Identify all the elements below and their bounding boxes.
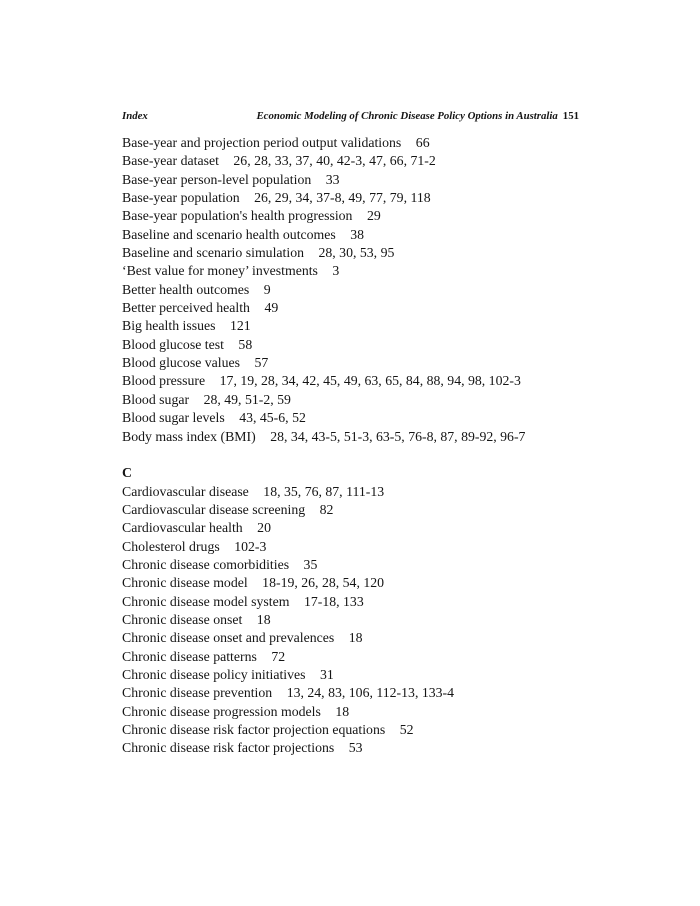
index-entry — [122, 574, 592, 592]
index-entry — [122, 189, 592, 207]
running-head-title-group — [256, 110, 579, 122]
entry-term: Base-year and projection period output validations — [122, 135, 402, 150]
entry-page-numbers: 13, 24, 83, 106, 112-13, 133-4 — [286, 685, 455, 701]
entry-term: Big health issues — [122, 318, 216, 334]
entry-term: Chronic disease policy initiatives — [122, 666, 306, 682]
entry-term: Chronic disease model — [122, 575, 248, 591]
index-entry — [122, 317, 592, 335]
entry-page-numbers: 18 — [256, 611, 271, 627]
index-entry — [122, 556, 592, 574]
entry-page-numbers: 35 — [303, 556, 318, 572]
index-entry — [122, 666, 592, 684]
entry-term: Base-year person-level population — [122, 171, 312, 187]
index-entry-list — [122, 134, 592, 758]
entry-page-numbers: 18 — [348, 630, 363, 646]
page-number: 151 — [562, 110, 579, 122]
entry-page-numbers: 29 — [366, 208, 381, 224]
entry-page-numbers: 121 — [230, 318, 251, 334]
entry-page-numbers: 28, 30, 53, 95 — [318, 245, 395, 261]
entry-term: Chronic disease risk factor projection equations — [122, 722, 386, 737]
index-entry — [122, 354, 592, 372]
entry-term: Baseline and scenario simulation — [122, 245, 304, 261]
index-entry — [122, 372, 592, 390]
index-entry — [122, 409, 592, 427]
entry-page-numbers: 33 — [325, 171, 340, 187]
entry-term: Chronic disease patterns — [122, 648, 257, 664]
entry-term: Blood pressure — [122, 373, 206, 389]
entry-term: Blood sugar — [122, 391, 190, 407]
entry-term: Base-year population — [122, 190, 240, 206]
entry-term: Blood glucose values — [122, 355, 241, 371]
entry-term: Blood glucose test — [122, 336, 224, 352]
entry-page-numbers: 26, 28, 33, 37, 40, 42-3, 47, 66, 71-2 — [233, 153, 436, 169]
entry-term: Chronic disease comorbidities — [122, 556, 290, 572]
index-entry — [122, 391, 592, 409]
entry-page-numbers: 17-18, 133 — [303, 593, 364, 609]
entry-term: Better health outcomes — [122, 281, 250, 297]
entry-page-numbers: 72 — [271, 648, 286, 664]
entry-page-numbers: 31 — [320, 666, 334, 682]
index-entry — [122, 428, 592, 446]
entry-page-numbers: 58 — [238, 336, 253, 352]
index-entry — [122, 611, 592, 629]
index-entry — [122, 281, 592, 299]
entry-page-numbers: 18-19, 26, 28, 54, 120 — [262, 575, 385, 591]
entry-term: Baseline and scenario health outcomes — [122, 226, 336, 242]
index-entry — [122, 739, 592, 757]
entry-page-numbers: 66 — [415, 135, 430, 150]
entry-page-numbers: 18 — [335, 703, 350, 719]
entry-term: Cholesterol drugs — [122, 538, 220, 554]
running-header — [122, 110, 579, 122]
entry-page-numbers: 28, 34, 43-5, 51-3, 63-5, 76-8, 87, 89-92, 96-7 — [270, 428, 526, 444]
index-entry — [122, 629, 592, 647]
index-entry — [122, 171, 592, 189]
entry-term: Cardiovascular disease screening — [122, 501, 306, 517]
entry-page-numbers: 9 — [263, 281, 271, 297]
entry-term: Base-year population's health progression — [122, 208, 353, 224]
entry-page-numbers: 28, 49, 51-2, 59 — [203, 391, 291, 407]
entry-page-numbers: 102-3 — [234, 538, 267, 554]
entry-term: Better perceived health — [122, 300, 250, 316]
index-entry — [122, 262, 592, 280]
index-entry — [122, 336, 592, 354]
entry-term: Body mass index (BMI) — [122, 428, 256, 444]
entry-term: Chronic disease progression models — [122, 703, 321, 719]
entry-term: Cardiovascular health — [122, 520, 243, 536]
entry-page-numbers: 17, 19, 28, 34, 42, 45, 49, 63, 65, 84, 88, 94, 98, 102-3 — [219, 373, 521, 389]
index-entry — [122, 538, 592, 556]
entry-page-numbers: 18, 35, 76, 87, 111-13 — [263, 483, 385, 499]
entry-page-numbers: 20 — [257, 520, 271, 536]
entry-term: Blood sugar levels — [122, 410, 225, 426]
index-entry — [122, 207, 592, 225]
entry-page-numbers: 3 — [332, 263, 340, 279]
entry-term: Base-year dataset — [122, 153, 219, 169]
entry-term: Cardiovascular disease — [122, 483, 249, 499]
entry-term: Chronic disease onset and prevalences — [122, 630, 335, 646]
entry-page-numbers: 82 — [319, 501, 334, 517]
book-title: Economic Modeling of Chronic Disease Policy Options in Australia — [256, 110, 558, 122]
index-entry — [122, 244, 592, 262]
index-entry — [122, 483, 592, 501]
index-entry — [122, 703, 592, 721]
entry-page-numbers: 26, 29, 34, 37-8, 49, 77, 79, 118 — [254, 190, 431, 206]
entry-term: ‘Best value for money’ investments — [122, 263, 318, 279]
index-entry — [122, 593, 592, 611]
running-head-section: Index — [122, 110, 148, 122]
entry-page-numbers: 49 — [264, 300, 279, 316]
index-entry — [122, 299, 592, 317]
entry-term: Chronic disease model system — [122, 593, 290, 609]
entry-term: Chronic disease prevention — [122, 685, 273, 701]
entry-term: Chronic disease onset — [122, 611, 243, 627]
entry-page-numbers: 52 — [399, 722, 414, 737]
index-entry — [122, 684, 592, 702]
entry-page-numbers: 38 — [350, 226, 365, 242]
index-entry — [122, 134, 592, 152]
entry-page-numbers: 57 — [254, 355, 269, 371]
index-entry — [122, 501, 592, 519]
entry-page-numbers: 53 — [348, 740, 363, 756]
index-entry — [122, 519, 592, 537]
index-entry — [122, 152, 592, 170]
entry-term: Chronic disease risk factor projections — [122, 740, 335, 756]
entry-page-numbers: 43, 45-6, 52 — [239, 410, 306, 426]
index-entry — [122, 226, 592, 244]
section-letter: C — [122, 465, 132, 481]
index-entry — [122, 721, 592, 739]
index-entry — [122, 648, 592, 666]
